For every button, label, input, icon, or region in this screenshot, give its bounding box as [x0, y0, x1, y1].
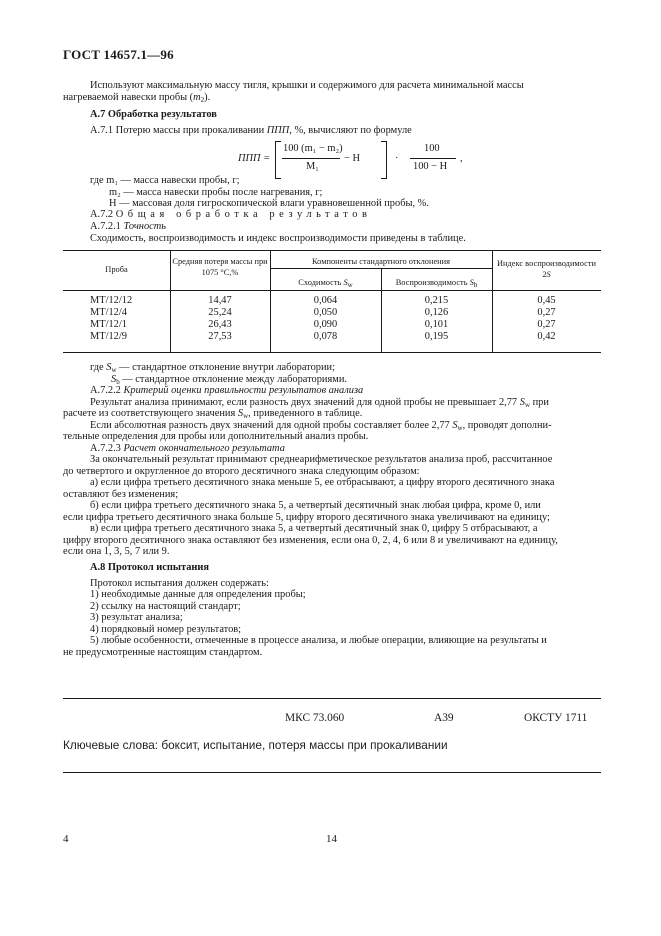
table-header-mean-loss: Средняя потеря массы при 1075 °С,%	[172, 257, 268, 277]
definition-m1: где m₁ — масса навески пробы, г;	[90, 175, 240, 186]
table-header-sample: Проба	[105, 265, 128, 274]
a722-para1-line2: расчете из соответствующего значения $S_w$, приведенного в таблице.	[63, 408, 363, 420]
table-header-rule	[63, 290, 601, 291]
formula-comma: ,	[460, 153, 463, 164]
table-header-index: Индекс воспроизводимости 2S	[497, 259, 596, 279]
table-header-reproducibility: Воспроизводимость $S_b$	[395, 278, 478, 289]
a723-item-c-line1: в) если цифра третьего десятичного знака 5, а четвертый десятичный знак 0, цифру 5 отбрасывают, а	[90, 523, 538, 534]
table-cell-sample: МТ/12/9	[90, 331, 127, 342]
a8-item-1: 1) необходимые данные для определения пробы;	[90, 589, 306, 600]
a722-para2-line2: тельные определения для пробы или дополнительный анализ пробы.	[63, 431, 369, 442]
formula-intro: А.7.1 Потерю массы при прокаливании ППП, %, вычисляют по формуле	[90, 125, 412, 136]
table-cell-sw: 0,078	[313, 331, 338, 342]
formula-numerator: 100 (m₁ − m₂)	[283, 143, 343, 154]
a723-para1-line2: до четвертого и округленное до второго десятичного знака следующим образом:	[63, 466, 420, 477]
formula-dot: ·	[395, 153, 399, 164]
table-cell-sb: 0,215	[424, 295, 449, 306]
table-cell-sb: 0,195	[424, 331, 449, 342]
table-cell-sb: 0,126	[424, 307, 449, 318]
section-a723-title: А.7.2.3 Расчет окончательного результата	[90, 443, 285, 454]
definition-sb: $S_b$ — стандартное отклонение между лабораториями.	[111, 374, 347, 386]
table-cell-sample: МТ/12/1	[90, 319, 127, 330]
a723-item-a-line1: а) если цифра третьего десятичного знака меньше 5, ее отбрасывают, а цифру второго десятичного знака	[90, 477, 555, 488]
table-header-components: Компоненты стандартного отклонения	[312, 257, 450, 266]
a8-intro: Протокол испытания должен содержать:	[90, 578, 269, 589]
formula-denominator-2: 100 − H	[413, 161, 448, 172]
a723-item-c-line3: если она 1, 3, 5, 7 или 9.	[63, 546, 170, 557]
table-cell-sb: 0,101	[424, 319, 449, 330]
section-a722-title: А.7.2.2 Критерий оценки правильности результатов анализа	[90, 385, 364, 396]
document-title: ГОСТ 14657.1—96	[63, 47, 174, 62]
table-cell-index: 0,27	[537, 319, 556, 330]
formula-right-bracket	[381, 141, 387, 179]
a722-para1-line1: Результат анализа принимают, если разность двух значений для одной пробы не превышает 2,77 $S_w$ при	[90, 397, 549, 409]
footer-mks: МКС 73.060	[285, 712, 345, 724]
definition-h: H — массовая доля гигроскопической влаги уравновешенной пробы, %.	[109, 198, 429, 209]
table-cell-mean: 14,47	[208, 295, 232, 306]
a723-para1-line1: За окончательный результат принимают среднеарифметическое результатов анализа проб, рассчитанное	[90, 454, 553, 465]
footer-top-rule	[63, 698, 601, 699]
definition-m2: m₂ — масса навески пробы после нагревания, г;	[109, 187, 323, 198]
a723-item-b-line1: б) если цифра третьего десятичного знака 5, а четвертый десятичный знак любая цифра, кроме 0, или	[90, 500, 541, 511]
formula-fraction-bar	[282, 158, 340, 159]
a723-item-a-line2: оставляют без изменения;	[63, 489, 179, 500]
a8-item-2: 2) ссылку на настоящий стандарт;	[90, 601, 241, 612]
table-cell-mean: 27,53	[208, 331, 232, 342]
table-cell-sample: МТ/12/4	[90, 307, 127, 318]
section-a72-title: А.7.2 Общая обработка результатов	[90, 209, 372, 220]
formula-minus-h: − H	[344, 153, 360, 164]
table-cell-index: 0,42	[537, 331, 556, 342]
a722-para2-line1: Если абсолютная разность двух значений для одной пробы составляет более 2,77 $S_w$, проводят дополни-	[90, 420, 552, 432]
footer-a39: А39	[434, 712, 454, 724]
a8-item-3: 3) результат анализа;	[90, 612, 183, 623]
intro-line-2: нагреваемой навески пробы $(m_2)$.	[63, 92, 211, 104]
footer-okstu: ОКСТУ 1711	[524, 712, 588, 724]
section-a721-title: А.7.2.1 Точность	[90, 221, 166, 232]
section-heading-a7: А.7 Обработка результатов	[90, 109, 217, 120]
loss-on-ignition-formula	[238, 141, 468, 183]
intro-line-1: Используют максимальную массу тигля, крышки и содержимого для расчета минимальной массы	[90, 80, 524, 91]
formula-lhs: ППП =	[238, 153, 271, 164]
formula-left-bracket	[275, 141, 281, 179]
a8-item-5-line1: 5) любые особенности, отмеченные в процессе анализа, и любые операции, влияющие на результаты и	[90, 635, 547, 646]
footer-keywords: Ключевые слова: боксит, испытание, потеря массы при прокаливании	[63, 738, 448, 752]
table-cell-mean: 25,24	[208, 307, 232, 318]
table-cell-index: 0,27	[537, 307, 556, 318]
definition-sw: где $S_w$ — стандартное отклонение внутри лаборатории;	[90, 362, 335, 374]
table-top-rule	[63, 250, 601, 251]
a8-item-5-line2: не предусмотренные настоящим стандартом.	[63, 647, 263, 658]
formula-numerator-2: 100	[424, 143, 440, 154]
table-cell-mean: 26,43	[208, 319, 232, 330]
a8-item-4: 4) порядковый номер результатов;	[90, 624, 242, 635]
section-heading-a8: А.8 Протокол испытания	[90, 562, 210, 573]
table-cell-sample: МТ/12/12	[90, 295, 133, 306]
a723-item-b-line2: если цифра третьего десятичного знака больше 5, цифру второго десятичного знака увеличивают на единицу;	[63, 512, 550, 523]
table-cell-sw: 0,064	[313, 295, 338, 306]
table-header-repeatability: Сходимость $S_w$	[298, 278, 353, 289]
table-cell-sw: 0,090	[313, 319, 338, 330]
footer-bottom-rule	[63, 772, 601, 773]
table-cell-sw: 0,050	[313, 307, 338, 318]
page-number-center: 14	[326, 833, 337, 845]
formula-fraction-bar-2	[410, 158, 456, 159]
page-number-left: 4	[63, 833, 69, 845]
formula-denominator: M₁	[306, 161, 319, 172]
table-cell-index: 0,45	[537, 295, 556, 306]
a723-item-c-line2: цифру второго десятичного знака оставляют без изменения, если она 0, 2, 4, 6 или 8 и увеличивают на единицу,	[63, 535, 558, 546]
table-intro: Сходимость, воспроизводимость и индекс воспроизводимости приведены в таблице.	[90, 233, 466, 244]
table-bottom-rule	[63, 352, 601, 353]
